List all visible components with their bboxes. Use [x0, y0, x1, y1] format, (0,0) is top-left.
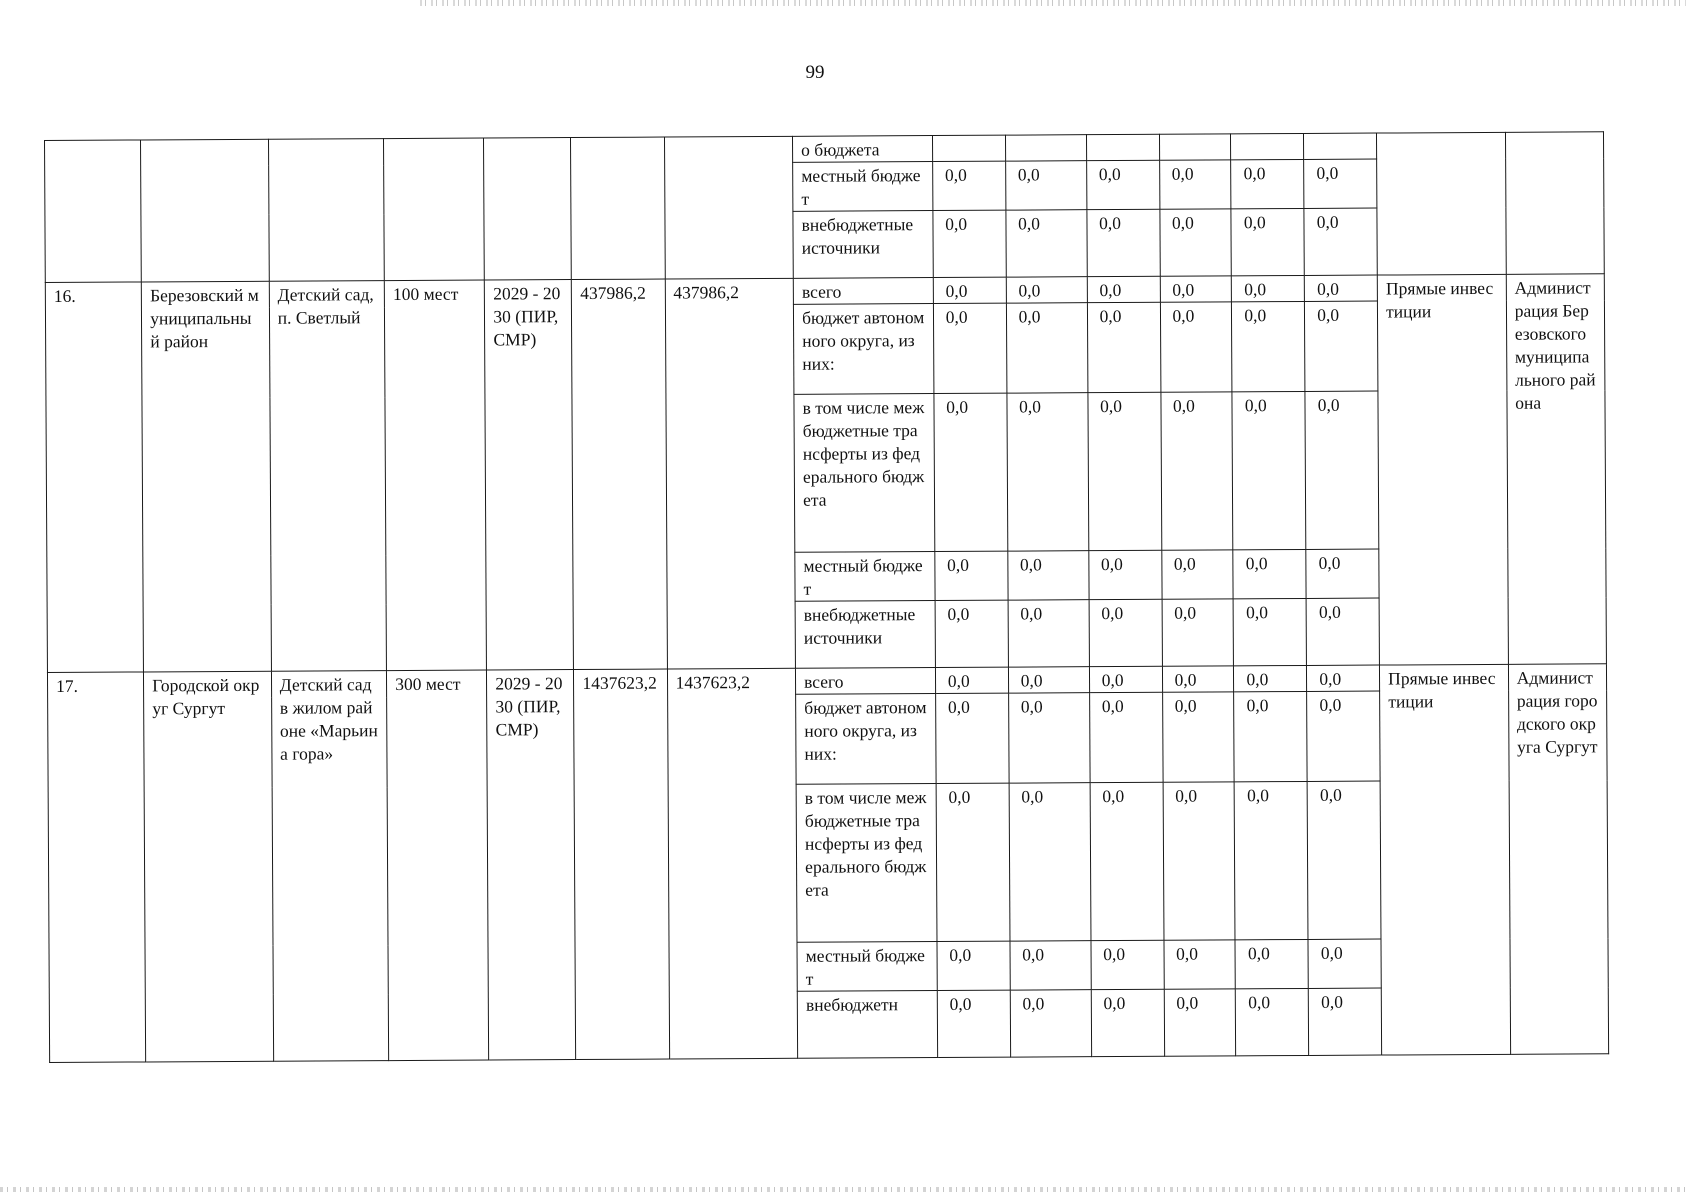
year-value-cell: 0,0	[1236, 988, 1309, 1055]
year-value-cell: 0,0	[1086, 160, 1159, 209]
source-label: внебюджетные источники	[795, 601, 935, 669]
year-value-cell: 0,0	[1161, 550, 1233, 599]
year-value-cell: 0,0	[935, 693, 1008, 783]
year-value-cell: 0,0	[1163, 782, 1236, 940]
year-value-cell	[1231, 133, 1304, 159]
year-value-cell: 0,0	[933, 303, 1006, 393]
year-value-cell: 0,0	[1309, 988, 1382, 1055]
source-label: бюджет автономного округа, из них:	[796, 694, 936, 785]
year-value-cell: 0,0	[1308, 939, 1381, 988]
empty-cell	[664, 136, 793, 279]
year-value-cell: 0,0	[933, 210, 1006, 277]
year-value-cell	[932, 135, 1005, 161]
investment-mechanism: Прямые инвестиции	[1380, 664, 1511, 1055]
year-value-cell: 0,0	[937, 990, 1010, 1057]
year-value-cell: 0,0	[1234, 691, 1307, 781]
responsible-body: Администрация городского округа Сургут	[1508, 664, 1608, 1055]
year-value-cell: 0,0	[1164, 989, 1236, 1056]
year-value-cell: 0,0	[1162, 692, 1234, 782]
year-value-cell	[1304, 133, 1377, 159]
source-label: местный бюджет	[795, 552, 935, 602]
year-value-cell: 0,0	[1162, 666, 1234, 692]
source-label: внебюджетные источники	[793, 211, 933, 279]
year-value-cell: 0,0	[1231, 208, 1304, 275]
row-number: 16.	[45, 282, 143, 673]
empty-cell	[484, 138, 572, 280]
year-value-cell: 0,0	[1006, 210, 1087, 277]
page-number: 99	[805, 62, 825, 83]
year-value-cell: 0,0	[1088, 550, 1161, 599]
empty-cell	[384, 138, 485, 281]
year-value-cell: 0,0	[1306, 549, 1379, 598]
empty-cell	[268, 139, 384, 282]
object-name: Детский сад, п. Светлый	[269, 281, 387, 672]
period: 2029 - 2030 (ПИР, СМР)	[485, 280, 574, 670]
year-value-cell: 0,0	[1233, 549, 1306, 598]
year-value-cell: 0,0	[1087, 276, 1160, 302]
source-label: внебюджетн	[797, 991, 937, 1059]
scan-noise-bottom	[0, 1187, 1686, 1192]
year-value-cell: 0,0	[1007, 551, 1088, 600]
source-label: в том числе межбюджетные трансферты из федерального бюджета	[796, 784, 937, 943]
empty-cell	[141, 139, 269, 282]
empty-cell	[1505, 132, 1604, 275]
year-value-cell: 0,0	[1235, 939, 1308, 988]
scan-noise-top	[420, 0, 1686, 6]
year-value-cell: 0,0	[1232, 275, 1305, 301]
year-value-cell: 0,0	[1087, 209, 1160, 276]
year-value-cell: 0,0	[1006, 303, 1087, 393]
year-value-cell: 0,0	[1307, 781, 1381, 939]
year-value-cell: 0,0	[1234, 665, 1307, 691]
source-label: местный бюджет	[797, 942, 937, 992]
year-value-cell: 0,0	[1089, 692, 1162, 782]
remaining-cost: 1437623,2	[667, 668, 798, 1059]
year-value-cell: 0,0	[1160, 276, 1232, 302]
year-value-cell: 0,0	[1305, 275, 1378, 301]
empty-cell	[571, 137, 665, 280]
year-value-cell: 0,0	[1087, 302, 1160, 392]
responsible-body: Администрация Березовского муниципального района	[1506, 274, 1606, 665]
year-value-cell: 0,0	[1307, 665, 1380, 691]
year-value-cell	[1005, 135, 1086, 161]
year-value-cell	[1159, 134, 1231, 160]
year-value-cell: 0,0	[1162, 599, 1234, 666]
year-value-cell: 0,0	[1091, 940, 1164, 989]
year-value-cell: 0,0	[1304, 208, 1377, 275]
source-label: всего	[793, 278, 933, 305]
municipality: Городской округ Сургут	[144, 671, 274, 1062]
year-value-cell: 0,0	[1159, 160, 1231, 209]
year-value-cell: 0,0	[1232, 391, 1306, 549]
estimated-cost: 437986,2	[572, 279, 667, 670]
year-value-cell: 0,0	[1089, 666, 1162, 692]
year-value-cell: 0,0	[1307, 691, 1380, 781]
period: 2029 - 2030 (ПИР, СМР)	[487, 670, 576, 1060]
year-value-cell: 0,0	[1306, 598, 1379, 665]
year-value-cell: 0,0	[1008, 693, 1089, 783]
year-value-cell: 0,0	[934, 393, 1008, 551]
year-value-cell: 0,0	[1159, 209, 1231, 276]
empty-cell	[1377, 132, 1506, 275]
source-label: бюджет автономного округа, из них:	[794, 304, 934, 395]
year-value-cell: 0,0	[1160, 392, 1233, 550]
year-value-cell: 0,0	[1091, 989, 1164, 1056]
year-value-cell: 0,0	[1305, 391, 1379, 549]
year-value-cell: 0,0	[1305, 301, 1378, 391]
capacity: 300 мест	[387, 670, 489, 1061]
year-value-cell: 0,0	[1233, 598, 1306, 665]
year-value-cell: 0,0	[1304, 159, 1377, 208]
capacity: 100 мест	[384, 280, 486, 671]
year-value-cell: 0,0	[935, 551, 1008, 600]
year-value-cell: 0,0	[1006, 277, 1087, 303]
estimated-cost: 1437623,2	[574, 669, 669, 1060]
year-value-cell: 0,0	[1008, 600, 1089, 667]
year-value-cell: 0,0	[1010, 990, 1091, 1057]
table-body	[45, 132, 1609, 1063]
year-value-cell: 0,0	[937, 941, 1010, 990]
empty-cell	[45, 140, 142, 283]
year-value-cell: 0,0	[1088, 392, 1162, 550]
year-value-cell: 0,0	[935, 667, 1008, 693]
municipality: Березовский муниципальный район	[141, 281, 271, 672]
funding-table	[44, 131, 1609, 1063]
year-value-cell: 0,0	[1234, 781, 1308, 939]
year-value-cell: 0,0	[935, 600, 1008, 667]
year-value-cell	[1086, 134, 1159, 160]
year-value-cell: 0,0	[1090, 782, 1164, 940]
year-value-cell: 0,0	[932, 161, 1005, 210]
remaining-cost: 437986,2	[665, 278, 796, 669]
source-label: местный бюджет	[793, 162, 933, 212]
year-value-cell: 0,0	[936, 783, 1010, 941]
year-value-cell: 0,0	[933, 277, 1006, 303]
source-label: о бюджета	[793, 136, 933, 163]
investment-mechanism: Прямые инвестиции	[1377, 274, 1508, 665]
year-value-cell: 0,0	[1010, 941, 1091, 990]
year-value-cell: 0,0	[1007, 393, 1089, 551]
year-value-cell: 0,0	[1008, 667, 1089, 693]
year-value-cell: 0,0	[1005, 161, 1086, 210]
year-value-cell: 0,0	[1089, 599, 1162, 666]
source-label: в том числе межбюджетные трансферты из федерального бюджета	[794, 394, 935, 553]
object-name: Детский сад в жилом районе «Марьина гора»	[271, 671, 389, 1062]
year-value-cell: 0,0	[1163, 940, 1235, 989]
year-value-cell: 0,0	[1160, 302, 1232, 392]
row-number: 17.	[47, 672, 145, 1063]
year-value-cell: 0,0	[1232, 301, 1305, 391]
year-value-cell: 0,0	[1009, 783, 1091, 941]
year-value-cell: 0,0	[1231, 159, 1304, 208]
source-label: всего	[796, 668, 936, 695]
